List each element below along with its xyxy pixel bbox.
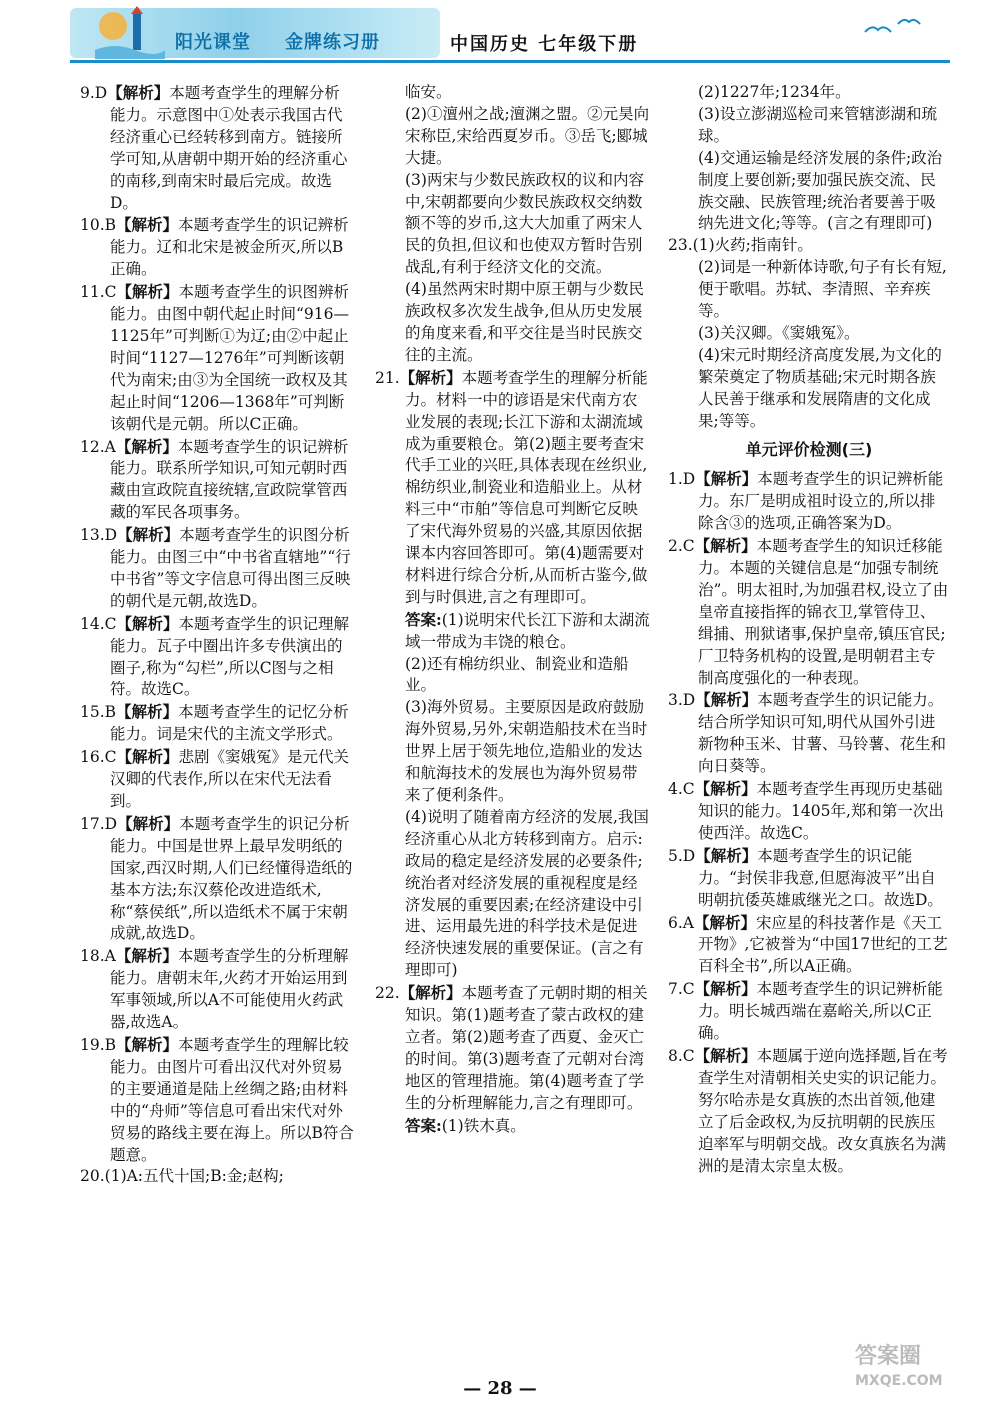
item-tag: 【解析】 <box>694 1045 757 1065</box>
answer-item <box>668 1045 950 1177</box>
lighthouse-logo-icon <box>95 4 165 59</box>
item-text: 本题考查学生的记忆分析能力。词是宋代的主流文学形式。 <box>110 703 349 744</box>
answer-continuation <box>668 345 950 433</box>
item-number: 4.C <box>668 780 695 799</box>
item-tag: 【解析】 <box>116 702 179 722</box>
answer-item <box>80 1166 355 1188</box>
item-number: 14.C <box>80 614 117 633</box>
answer-continuation <box>668 257 950 323</box>
answer-item <box>668 468 950 535</box>
item-number: 8.C <box>668 1046 695 1065</box>
answer-continuation <box>375 654 650 698</box>
answer-item <box>80 214 355 281</box>
item-text: 本题考查学生的识记分析能力。中国是世界上最早发明纸的国家,西汉时期,人们已经懂得造纸的基本方法;东汉蔡伦改进造纸术,称“蔡侯纸”,所以造纸术不属于宋朝成就,故选D。 <box>110 814 353 943</box>
item-number: 15.B <box>80 703 117 722</box>
series-subtitle: 金牌练习册 <box>285 32 380 53</box>
answer-item <box>375 982 650 1114</box>
answer-item <box>80 436 355 525</box>
item-text: (4)说明了随着南方经济的发展,我国经济重心从北方转移到南方。启示:政局的稳定是经济发展的必要条件;统治者对经济发展的重视程度是经济发展的重要因素;在经济建设中引进、运用最先进的科学技术是促进经济快速发展的重要保证。(言之有理即可) <box>405 807 649 980</box>
item-text: (2)①澶州之战;澶渊之盟。②元昊向宋称臣,宋给西夏岁币。③岳飞;郾城大捷。 <box>405 104 650 167</box>
answer-item <box>668 845 950 912</box>
item-text: (4)交通运输是经济发展的条件;政治制度上要创新;要加强民族交流、民族交融、民族管理;统治者要善于吸纳先进文化;等等。(言之有理即可) <box>698 148 943 233</box>
item-tag: 【解析】 <box>117 813 180 833</box>
item-text: (1)说明宋代长江下游和太湖流域一带成为丰饶的粮仓。 <box>405 610 650 651</box>
item-text: 临安。 <box>405 83 452 101</box>
answer-continuation <box>375 1115 650 1138</box>
item-tag: 【解析】 <box>695 845 758 865</box>
item-text: 本题考查学生的理解比较能力。由图片可看出汉代对外贸易的主要通道是陆上丝绸之路;由材料中的“舟师”等信息可看出宋代对外贸易的路线主要在海上。所以B符合题意。 <box>110 1035 354 1164</box>
item-tag: 【解析】 <box>399 983 462 1003</box>
item-text: 本题考查学生的分析理解能力。唐朝末年,火药才开始运用到军事领域,所以A不可能使用火药武器,故选A。 <box>110 947 349 1032</box>
series-title: 阳光课堂 <box>175 32 251 53</box>
answer-continuation <box>375 609 650 654</box>
item-text: 本题考查学生的识记辨析能力。东厂是明成祖时设立的,所以排除含③的选项,正确答案为D。 <box>698 470 944 533</box>
answer-item <box>668 689 950 778</box>
item-text: 本题考查学生再现历史基础知识的能力。1405年,郑和第一次出使西洋。故选C。 <box>698 780 944 842</box>
page-number: — 28 — <box>463 1378 537 1399</box>
answer-item <box>668 535 950 689</box>
answer-item <box>80 701 355 746</box>
item-tag: 【解析】 <box>115 436 178 456</box>
item-number: 2.C <box>668 537 695 556</box>
item-tag: 【解析】 <box>694 979 757 999</box>
item-text: 本题考查学生的理解分析能力。材料一中的谚语是宋代南方农业发展的表现;长江下游和太湖流域成为重要粮仓。第(2)题主要考查宋代手工业的兴旺,具体表现在丝织业,棉纺织业,制瓷业和造船业上。从材料三中“市舶”等信息可判断它反映了宋代海外贸易的兴盛,其原因依据课本内容回答即可。第(4)题需要对材料进行综合分析,从而析古鉴今,做到与时俱进,言之有理即可。 <box>405 368 648 606</box>
answer-continuation <box>668 148 950 236</box>
column-right <box>668 82 950 1177</box>
item-text: (3)设立澎湖巡检司来管辖澎湖和琉球。 <box>698 104 937 145</box>
item-number: 11.C <box>80 283 117 302</box>
answer-item <box>375 367 650 609</box>
answer-continuation <box>375 104 650 170</box>
answer-item <box>80 281 355 435</box>
item-text: 本题考查学生的识记能力。结合所学知识可知,明代从国外引进新物种玉米、甘薯、马铃薯、花生和向日葵等。 <box>698 691 947 776</box>
item-text: (4)宋元时期经济高度发展,为文化的繁荣奠定了物质基础;宋元时期各族人民善于继承和发展隋唐的文化成果;等等。 <box>698 345 942 430</box>
answer-item <box>668 778 950 845</box>
item-text: (3)两宋与少数民族政权的议和内容中,宋朝都要向少数民族政权交纳数额不等的岁币,这大大加重了两宋人民的负担,但议和也使双方暂时告别战乱,有利于经济文化的交流。 <box>405 170 644 277</box>
watermark <box>855 1345 943 1393</box>
item-tag: 【解析】 <box>116 282 179 302</box>
item-text: (2)1227年;1234年。 <box>698 83 851 101</box>
item-text: 本题考查学生的理解分析能力。示意图中①处表示我国古代经济重心已经转移到南方。链接所学可知,从唐朝中期开始的经济重心的南移,到南宋时最后完成。故选D。 <box>110 84 348 212</box>
item-number: 18.A <box>80 947 116 966</box>
answer-item <box>80 613 355 702</box>
item-tag: 【解析】 <box>694 536 757 556</box>
item-number: 7.C <box>668 980 695 999</box>
item-tag: 【解析】 <box>695 690 758 710</box>
column-left <box>80 82 355 1188</box>
answer-continuation <box>375 697 650 807</box>
item-text: 本题考查学生的识图分析能力。由图三中“中书省直辖地”“行中书省”等文字信息可得出图三反映的朝代是元朝,故选D。 <box>110 526 351 610</box>
item-text: 宋应星的科技著作是《天工开物》,它被誉为“中国17世纪的工艺百科全书”,所以A正确。 <box>698 913 948 976</box>
item-text: (1)火药;指南针。 <box>692 236 813 255</box>
item-tag: 答案: <box>405 609 442 629</box>
item-tag: 【解析】 <box>107 83 170 102</box>
item-tag: 【解析】 <box>116 747 179 767</box>
item-text: 本题考查学生的识记理解能力。瓦子中圈出许多专供演出的圈子,称为“勾栏”,所以C图与之相符。故选C。 <box>110 614 350 699</box>
item-tag: 答案: <box>405 1115 442 1135</box>
answer-continuation <box>375 82 650 104</box>
item-number: 6.A <box>668 913 694 932</box>
item-number: 13.D <box>80 526 118 545</box>
book-title: 中国历史 七年级下册 <box>450 34 639 55</box>
item-number: 1.D <box>668 470 696 489</box>
item-text: 本题考查学生的识记能力。“封侯非我意,但愿海波平”出自明朝抗倭英雄戚继光之口。故选D。 <box>698 846 943 909</box>
answer-continuation <box>375 279 650 367</box>
answer-item <box>80 1034 355 1166</box>
answer-item <box>80 813 355 945</box>
item-number: 5.D <box>668 846 696 865</box>
item-text: 本题考查学生的识图辨析能力。由图中朝代起止时间“916—1125年”可判断①为辽;由②中起止时间“1127—1276年”可判断该朝代为南宋;由③为全国统一政权及其起止时间“1206—1368年”可判断该朝代是元朝。所以C正确。 <box>110 283 350 433</box>
item-text: (3)海外贸易。主要原因是政府鼓励海外贸易,另外,宋朝造船技术在当时世界上居于领先地位,造船业的发达和航海技术的发展也为海外贸易带来了便利条件。 <box>405 698 648 804</box>
answer-continuation <box>668 104 950 148</box>
section-title: 单元评价检测(三) <box>745 439 873 459</box>
item-number: 17.D <box>80 814 118 833</box>
answer-item <box>80 82 355 214</box>
item-number: 23. <box>668 236 693 255</box>
item-text: (2)词是一种新体诗歌,句子有长有短,便于歌唱。苏轼、李清照、辛弃疾等。 <box>698 258 947 321</box>
item-number: 9.D <box>80 84 108 102</box>
item-text: 本题属于逆向选择题,旨在考查学生对清朝相关史实的识记能力。努尔哈赤是女真族的杰出首领,他建立了后金政权,为反抗明朝的民族压迫率军与明朝交战。改女真族名为满洲的是清太宗皇太极。 <box>698 1046 948 1175</box>
item-text: (1)A:五代十国;B:金;赵构; <box>104 1167 284 1186</box>
watermark-line-2: MXQE.COM <box>855 1373 943 1389</box>
item-number: 20. <box>80 1167 105 1186</box>
watermark-line-1: 答案圈 <box>855 1344 922 1369</box>
item-text: 本题考查学生的识记辨析能力。明长城西端在嘉峪关,所以C正确。 <box>698 980 943 1043</box>
item-tag: 【解析】 <box>693 912 756 932</box>
answer-continuation <box>375 170 650 280</box>
item-tag: 【解析】 <box>116 1034 179 1054</box>
item-number: 10.B <box>80 216 117 235</box>
item-text: 悲剧《窦娥冤》是元代关汉卿的代表作,所以在宋代无法看到。 <box>110 748 350 810</box>
answer-item <box>80 746 355 813</box>
item-text: (3)关汉卿。《窦娥冤》。 <box>698 323 860 342</box>
birds-icon <box>860 14 930 44</box>
item-tag: 【解析】 <box>116 215 179 235</box>
item-tag: 【解析】 <box>116 613 179 633</box>
answer-continuation <box>668 323 950 345</box>
item-number: 12.A <box>80 437 116 456</box>
answer-item <box>668 978 950 1045</box>
answer-item <box>80 945 355 1034</box>
item-number: 19.B <box>80 1035 117 1054</box>
answer-item <box>668 235 950 257</box>
item-text: (2)还有棉纺织业、制瓷业和造船业。 <box>405 654 629 695</box>
item-tag: 【解析】 <box>694 779 757 799</box>
item-tag: 【解析】 <box>399 367 462 387</box>
answer-item <box>80 524 355 613</box>
header-rule <box>70 60 950 63</box>
item-text: 本题考查了元朝时期的相关知识。第(1)题考查了蒙古政权的建立者。第(2)题考查了西夏、金灭亡的时间。第(3)题考查了元朝对台湾地区的管理措施。第(4)题考查了学生的分析理解能力,言之有理即可。 <box>405 984 648 1112</box>
item-number: 3.D <box>668 691 696 710</box>
item-tag: 【解析】 <box>115 946 178 966</box>
item-number: 21. <box>375 368 400 387</box>
column-middle <box>375 82 650 1138</box>
item-text: 本题考查学生的识记辨析能力。联系所学知识,可知元朝时西藏由宣政院直接统辖,宣政院掌管西藏的军民各项事务。 <box>110 437 349 522</box>
item-tag: 【解析】 <box>695 469 758 489</box>
answer-continuation <box>375 807 650 982</box>
item-number: 16.C <box>80 748 117 767</box>
answer-continuation <box>668 82 950 104</box>
item-tag: 【解析】 <box>117 525 180 545</box>
answer-item <box>668 912 950 979</box>
page-header <box>0 0 1000 70</box>
item-number: 22. <box>375 984 400 1003</box>
item-text: 本题考查学生的知识迁移能力。本题的关键信息是“加强专制统治”。明太祖时,为加强君权,设立了由皇帝直接指挥的锦衣卫,掌管侍卫、缉捕、刑狱诸事,保护皇帝,镇压官民;厂卫特务机构的设置,是明朝君主专制高度强化的一种表现。 <box>698 537 949 687</box>
item-text: (4)虽然两宋时期中原王朝与少数民族政权多次发生战争,但从历史发展的角度来看,和平交往是当时民族交往的主流。 <box>405 280 644 364</box>
item-text: 本题考查学生的识记辨析能力。辽和北宋是被金所灭,所以B正确。 <box>110 216 349 279</box>
item-text: (1)铁木真。 <box>441 1116 526 1135</box>
